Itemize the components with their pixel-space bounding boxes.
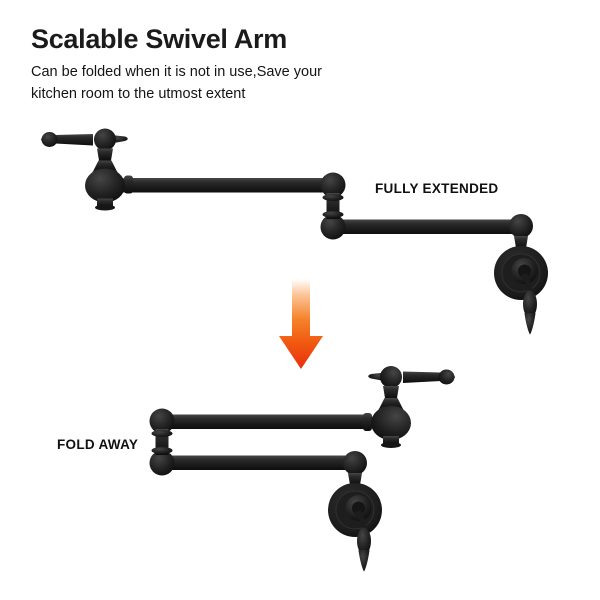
- extended-upper-swing-arm: [118, 178, 334, 193]
- folded-upper-swing-arm: [162, 415, 374, 430]
- subtitle-line-1: Can be folded when it is not in use,Save your: [31, 64, 322, 80]
- extended-lower-swing-arm: [333, 220, 522, 235]
- subtitle-line-2: kitchen room to the utmost extent: [31, 85, 246, 102]
- folded-elbow-joint: [150, 409, 175, 476]
- page-subtitle: [31, 62, 322, 105]
- folded-spout-assembly: [363, 366, 455, 448]
- fold-away-label: FOLD AWAY: [57, 437, 139, 452]
- folded-lower-swing-arm: [162, 456, 358, 471]
- fully-extended-label: FULLY EXTENDED: [375, 181, 499, 196]
- folded-faucet-illustration: [150, 366, 456, 572]
- down-arrow-icon: [279, 279, 323, 369]
- extended-spout-assembly: [41, 129, 133, 211]
- extended-elbow-joint: [321, 173, 346, 240]
- page-title: Scalable Swivel Arm: [31, 24, 287, 54]
